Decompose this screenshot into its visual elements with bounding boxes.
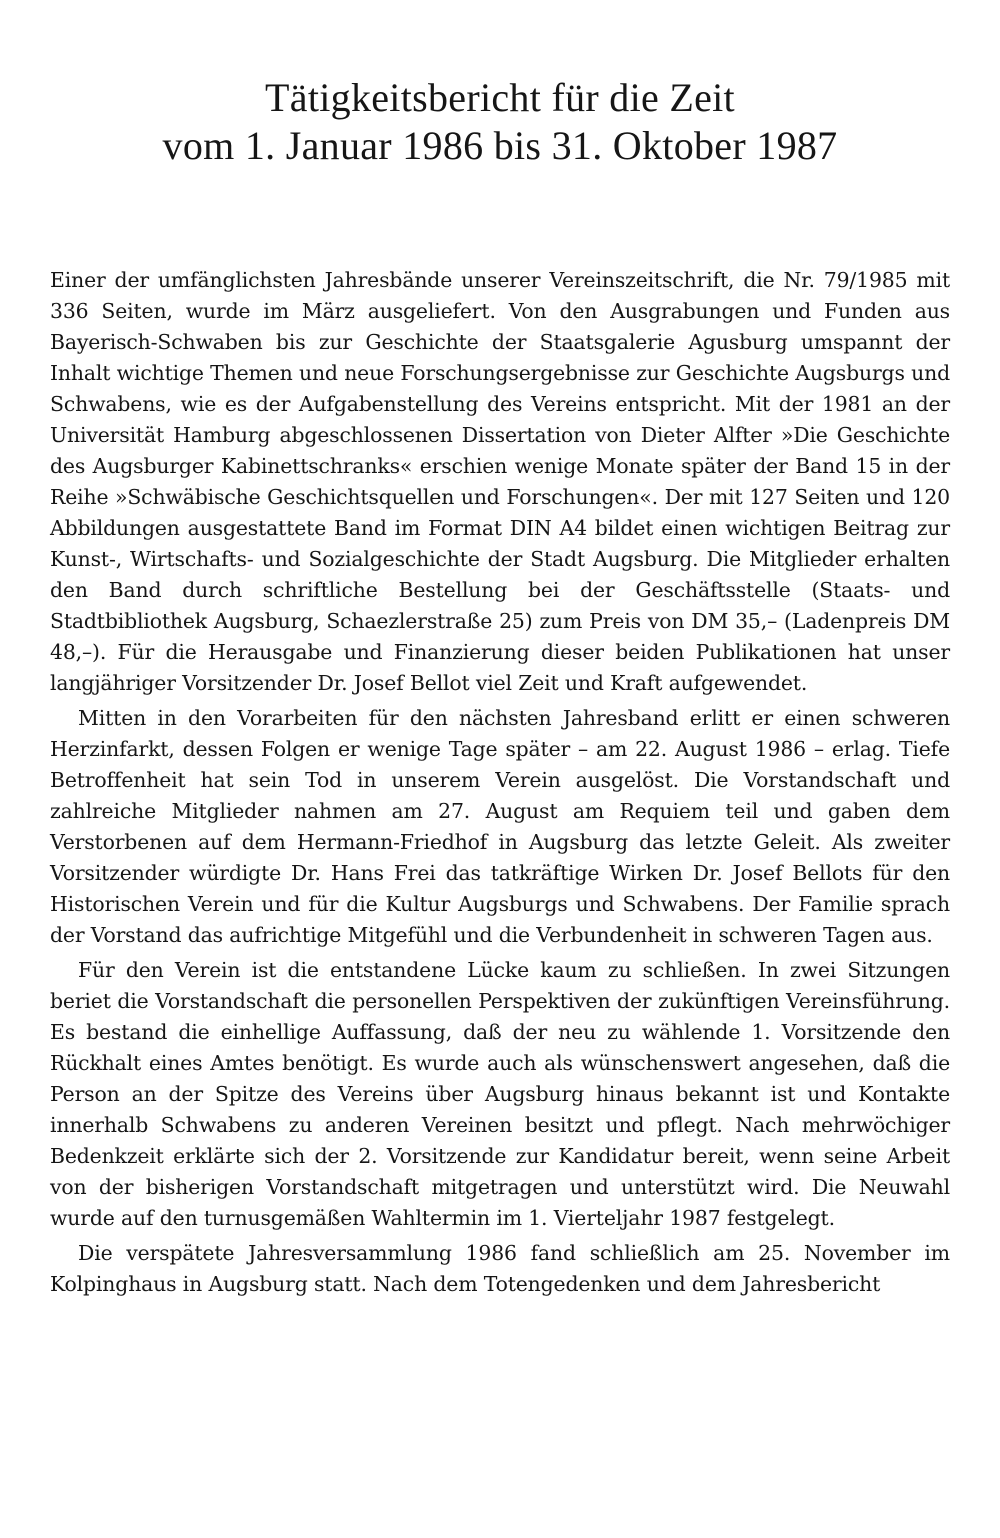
body-text [50,265,950,1304]
paragraph-3: Für den Verein ist die entstandene Lücke kaum zu schließen. In zwei Sitzungen beriet die Vorstandschaft die personellen Perspektiven der zukünftigen Vereinsführung. Es bestand die einhellige Auffassung, daß der neu zu wählende 1. Vorsitzende den Rückhalt eines Amtes benötigt. Es wurde auch als wünschenswert angesehen, daß die Person an der Spitze des Vereins über Augsburg hinaus bekannt ist und Kontakte innerhalb Schwabens zu anderen Vereinen besitzt und pflegt. Nach mehrwöchiger Bedenkzeit erklärte sich der 2. Vorsitzende zur Kandidatur bereit, wenn seine Arbeit von der bisherigen Vorstandschaft mitgetragen und unterstützt wird. Die Neuwahl wurde auf den turnusgemäßen Wahltermin im 1. Vierteljahr 1987 festgelegt. [50,958,950,1230]
title-line-1: Tätigkeitsbericht für die Zeit [265,75,735,120]
title-line-2: vom 1. Januar 1986 bis 31. Oktober 1987 [162,123,838,168]
paragraph-4: Die verspätete Jahresversammlung 1986 fand schließlich am 25. November im Kolpinghaus in Augsburg statt. Nach dem Totengedenken und dem Jahresbericht [50,1241,950,1296]
paragraph-1: Einer der umfänglichsten Jahresbände unserer Vereinszeitschrift, die Nr. 79/1985 mit 336 Seiten, wurde im März ausgeliefert. Von den Ausgrabungen und Funden aus Bayerisch-Schwaben bis zur Geschichte der Staatsgalerie Agusburg umspannt der Inhalt wichtige Themen und neue Forschungsergebnisse zur Geschichte Augsburgs und Schwabens, wie es der Aufgabenstellung des Vereins entspricht. Mit der 1981 an der Universität Hamburg abgeschlossenen Dissertation von Dieter Alfter »Die Geschichte des Augsburger Kabinettschranks« erschien wenige Monate später der Band 15 in der Reihe »Schwäbische Geschichtsquellen und Forschungen«. Der mit 127 Seiten und 120 Abbildungen ausgestattete Band im Format DIN A4 bildet einen wichtigen Beitrag zur Kunst-, Wirtschafts- und Sozialgeschichte der Stadt Augsburg. Die Mitglieder erhalten den Band durch schriftliche Bestellung bei der Geschäftsstelle (Staats- und Stadtbibliothek Augsburg, Schaezlerstraße 25) zum Preis von DM 35,– (Ladenpreis DM 48,–). Für die Herausgabe und Finanzierung dieser beiden Publikationen hat unser langjähriger Vorsitzender Dr. Josef Bellot viel Zeit und Kraft aufgewendet. [50,268,950,695]
paragraph-2: Mitten in den Vorarbeiten für den nächsten Jahresband erlitt er einen schweren Herzinfarkt, dessen Folgen er wenige Tage später – am 22. August 1986 – erlag. Tiefe Betroffenheit hat sein Tod in unserem Verein ausgelöst. Die Vorstandschaft und zahlreiche Mitglieder nahmen am 27. August am Requiem teil und gaben dem Verstorbenen auf dem Hermann-Friedhof in Augsburg das letzte Geleit. Als zweiter Vorsitzender würdigte Dr. Hans Frei das tatkräftige Wirken Dr. Josef Bellots für den Historischen Verein und für die Kultur Augsburgs und Schwabens. Der Familie sprach der Vorstand das aufrichtige Mitgefühl und die Verbundenheit in schweren Tagen aus. [50,706,950,947]
page-title [50,74,950,170]
